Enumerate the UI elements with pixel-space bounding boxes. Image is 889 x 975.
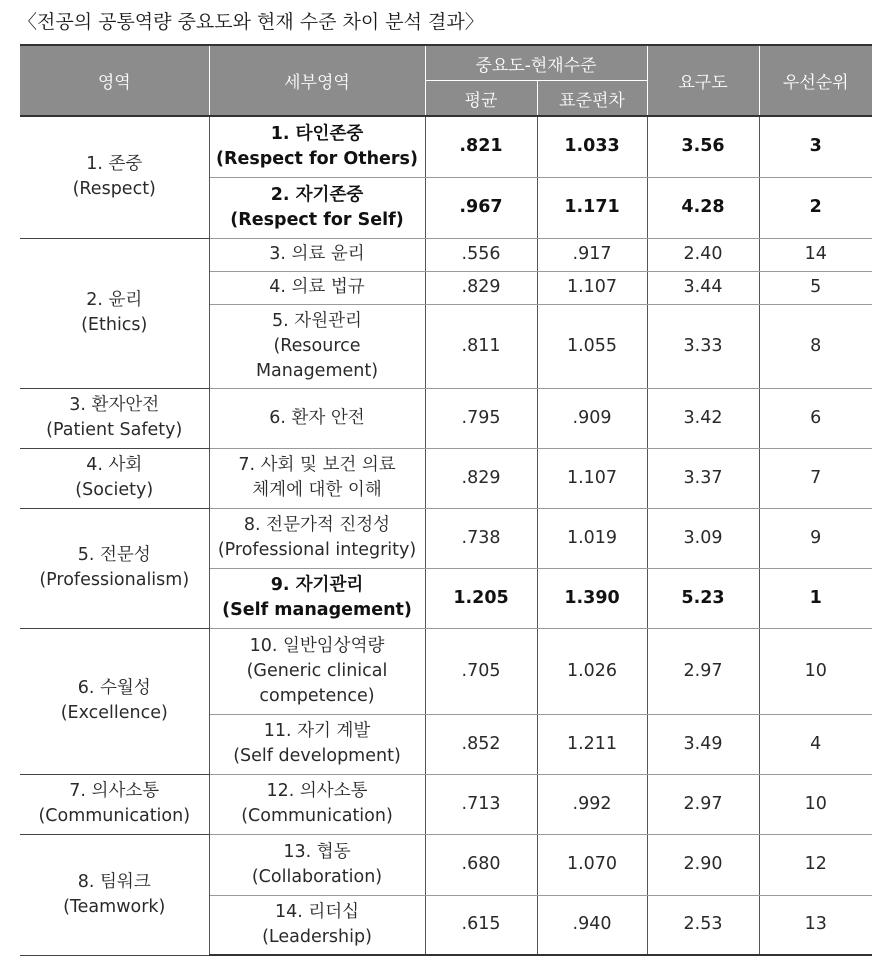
area-name: 6. 수월성 (77, 678, 151, 698)
subarea-name-en: (Resource (273, 335, 361, 356)
subarea-name-en: competence) (259, 685, 375, 706)
mean-cell: .713 (425, 774, 537, 834)
demand-cell: 3.56 (647, 116, 759, 177)
sd-cell: 1.033 (537, 116, 647, 177)
mean-cell: .705 (425, 628, 537, 714)
demand-cell: 3.49 (647, 714, 759, 774)
area-name-en: (Ethics) (81, 315, 148, 335)
mean-cell: .967 (425, 177, 537, 238)
subarea-name-en: (Self management) (222, 600, 412, 620)
subarea-name: 7. 사회 및 보건 의료 (238, 455, 396, 475)
area-name-en: (Society) (75, 480, 154, 500)
priority-cell: 6 (759, 388, 872, 448)
subarea-name: 5. 자원관리 (272, 310, 362, 331)
table-row (20, 834, 872, 895)
header-mean: 평균 (425, 81, 537, 117)
demand-cell: 3.44 (647, 271, 759, 304)
subarea-name: 9. 자기관리 (270, 575, 364, 595)
subarea-cell (209, 628, 425, 714)
subarea-name-en: (Communication) (241, 806, 393, 826)
sd-cell: 1.070 (537, 834, 647, 895)
area-cell (20, 388, 209, 448)
area-name-en: (Excellence) (60, 703, 168, 723)
demand-cell: 2.97 (647, 774, 759, 834)
mean-cell: .556 (425, 238, 537, 271)
area-name: 2. 윤리 (86, 290, 143, 310)
demand-cell: 4.28 (647, 177, 759, 238)
area-name: 1. 존중 (86, 154, 143, 175)
subarea-name: 1. 타인존중 (270, 123, 364, 144)
table-caption: 〈전공의 공통역량 중요도와 현재 수준 차이 분석 결과〉 (18, 11, 484, 33)
demand-cell: 3.09 (647, 508, 759, 568)
area-cell (20, 238, 209, 388)
sd-cell: 1.107 (537, 448, 647, 508)
subarea-name-en: (Leadership) (262, 926, 372, 947)
area-cell (20, 834, 209, 955)
priority-cell: 3 (759, 116, 872, 177)
subarea-cell (209, 238, 425, 271)
sd-cell: 1.055 (537, 304, 647, 388)
area-name-en: (Communication) (38, 806, 191, 826)
subarea-name-en: (Respect for Self) (230, 209, 404, 230)
subarea-cell (209, 177, 425, 238)
subarea-cell (209, 271, 425, 304)
header-subarea: 세부영역 (209, 45, 425, 116)
area-name: 3. 환자안전 (69, 395, 160, 415)
priority-cell: 14 (759, 238, 872, 271)
priority-cell: 1 (759, 568, 872, 628)
area-name-en: (Teamwork) (63, 896, 166, 917)
subarea-name: 13. 협동 (283, 841, 351, 862)
subarea-cell (209, 714, 425, 774)
mean-cell: .829 (425, 448, 537, 508)
mean-cell: 1.205 (425, 568, 537, 628)
priority-cell: 2 (759, 177, 872, 238)
header-demand: 요구도 (647, 45, 759, 116)
table-row (20, 238, 872, 271)
table-row (20, 628, 872, 714)
sd-cell: .917 (537, 238, 647, 271)
priority-cell: 12 (759, 834, 872, 895)
sd-cell: 1.211 (537, 714, 647, 774)
subarea-cell (209, 116, 425, 177)
subarea-name: 2. 자기존중 (270, 184, 364, 205)
demand-cell: 2.53 (647, 895, 759, 955)
subarea-name: 8. 전문가적 진정성 (243, 515, 391, 535)
mean-cell: .852 (425, 714, 537, 774)
mean-cell: .615 (425, 895, 537, 955)
subarea-cell (209, 834, 425, 895)
demand-cell: 2.40 (647, 238, 759, 271)
header-area: 영역 (20, 45, 209, 116)
subarea-name: 4. 의료 법규 (269, 277, 365, 297)
header-gap: 중요도-현재수준 (425, 45, 647, 81)
priority-cell: 13 (759, 895, 872, 955)
demand-cell: 3.37 (647, 448, 759, 508)
table-row (20, 388, 872, 448)
area-name: 4. 사회 (86, 455, 143, 475)
subarea-cell (209, 304, 425, 388)
sd-cell: 1.390 (537, 568, 647, 628)
subarea-name: 체계에 대한 이해 (252, 480, 382, 500)
demand-cell: 3.42 (647, 388, 759, 448)
mean-cell: .821 (425, 116, 537, 177)
subarea-cell (209, 388, 425, 448)
area-name: 8. 팀워크 (77, 871, 151, 892)
sd-cell: .940 (537, 895, 647, 955)
subarea-cell (209, 508, 425, 568)
priority-cell: 5 (759, 271, 872, 304)
priority-cell: 10 (759, 774, 872, 834)
mean-cell: .829 (425, 271, 537, 304)
area-cell (20, 116, 209, 238)
subarea-name-en: (Respect for Others) (216, 148, 418, 169)
priority-cell: 9 (759, 508, 872, 568)
priority-cell: 10 (759, 628, 872, 714)
sd-cell: 1.107 (537, 271, 647, 304)
subarea-cell (209, 448, 425, 508)
sd-cell: 1.171 (537, 177, 647, 238)
table-row (20, 508, 872, 568)
subarea-name-en: Management) (255, 360, 379, 381)
area-name-en: (Professionalism) (39, 570, 190, 590)
subarea-name: 6. 환자 안전 (269, 407, 365, 428)
area-name: 7. 의사소통 (69, 781, 160, 801)
table-row (20, 448, 872, 508)
sd-cell: 1.026 (537, 628, 647, 714)
area-cell (20, 774, 209, 834)
priority-cell: 4 (759, 714, 872, 774)
mean-cell: .795 (425, 388, 537, 448)
subarea-name: 14. 리더십 (274, 901, 360, 922)
subarea-name-en: (Self development) (233, 746, 401, 766)
subarea-cell (209, 895, 425, 955)
sd-cell: .992 (537, 774, 647, 834)
competency-gap-table (20, 44, 872, 956)
area-name-en: (Patient Safety) (46, 420, 183, 440)
header-priority: 우선순위 (759, 45, 872, 116)
demand-cell: 3.33 (647, 304, 759, 388)
priority-cell: 8 (759, 304, 872, 388)
area-cell (20, 508, 209, 628)
header-sd: 표준편차 (537, 81, 647, 117)
subarea-name: 10. 일반임상역량 (249, 635, 385, 656)
subarea-name-en: (Collaboration) (251, 866, 383, 887)
subarea-cell (209, 568, 425, 628)
demand-cell: 5.23 (647, 568, 759, 628)
area-name-en: (Respect) (72, 179, 156, 200)
subarea-cell (209, 774, 425, 834)
subarea-name: 11. 자기 계발 (263, 721, 371, 741)
priority-cell: 7 (759, 448, 872, 508)
area-cell (20, 448, 209, 508)
area-cell (20, 628, 209, 774)
subarea-name: 12. 의사소통 (266, 781, 368, 801)
subarea-name: 3. 의료 윤리 (269, 244, 365, 264)
table-row (20, 774, 872, 834)
sd-cell: 1.019 (537, 508, 647, 568)
mean-cell: .811 (425, 304, 537, 388)
mean-cell: .680 (425, 834, 537, 895)
table-row (20, 116, 872, 177)
sd-cell: .909 (537, 388, 647, 448)
subarea-name-en: (Professional integrity) (217, 540, 417, 560)
subarea-name-en: (Generic clinical (246, 660, 388, 681)
area-name: 5. 전문성 (77, 545, 151, 565)
demand-cell: 2.90 (647, 834, 759, 895)
mean-cell: .738 (425, 508, 537, 568)
demand-cell: 2.97 (647, 628, 759, 714)
